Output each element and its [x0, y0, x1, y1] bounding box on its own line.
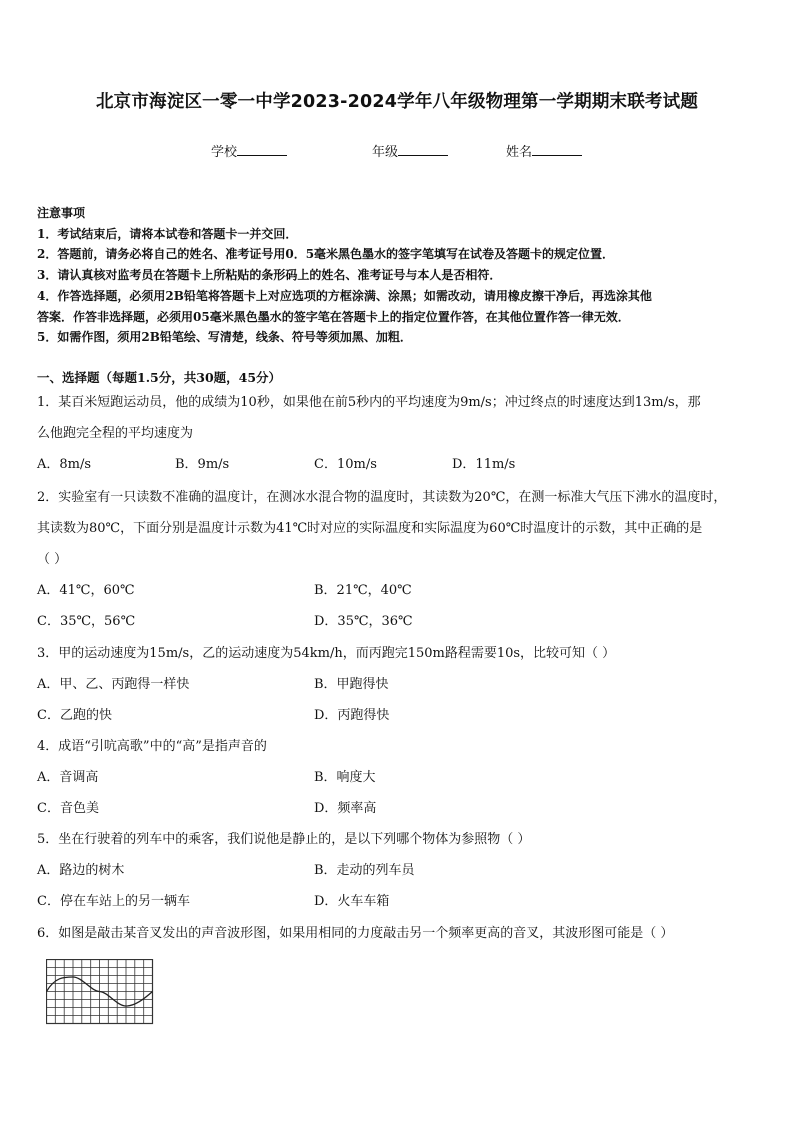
question-stem: 5．坐在行驶着的列车中的乘客，我们说他是静止的，是以下列哪个物体为参照物（ ）	[37, 832, 531, 847]
exam-title: 北京市海淀区一零一中学2023-2024学年八年级物理第一学期期末联考试题	[95, 92, 699, 112]
question-stem: 其读数为80℃，下面分别是温度计示数为41℃时对应的实际温度和实际温度为60℃时温度计的示数，其中正确的是	[37, 521, 703, 536]
option-b[interactable]: B．21℃，40℃	[314, 583, 412, 598]
option-a[interactable]: A．路边的树木	[37, 863, 125, 878]
options-row	[37, 449, 759, 480]
option-a[interactable]: A．8m/s	[37, 457, 92, 472]
waveform-figure	[46, 959, 154, 1025]
notes-block	[37, 203, 759, 348]
notes-item: 4．作答选择题，必须用2B铅笔将答题卡上对应选项的方框涂满、涂黑；如需改动，请用橡皮擦干净后，再选涂其他	[37, 288, 652, 303]
options-row	[37, 606, 759, 637]
options-row	[37, 669, 759, 700]
options-row	[37, 575, 759, 606]
question-stem: 3．甲的运动速度为15m/s，乙的运动速度为54km/h，而丙跑完150m路程需要10s，比较可知（ ）	[37, 646, 616, 661]
grade-blank[interactable]	[398, 143, 448, 156]
option-d[interactable]: D．丙跑得快	[314, 708, 390, 723]
option-d[interactable]: D．频率高	[314, 801, 377, 816]
option-c[interactable]: C．音色美	[37, 801, 99, 816]
question-2	[37, 482, 759, 637]
question-stem: 2．实验室有一只读数不准确的温度计，在测冰水混合物的温度时，其读数为20℃，在测一标准大气压下沸水的温度时，	[37, 490, 727, 505]
notes-item: 2．答题前，请务必将自己的姓名、准考证号用0．5毫米黑色墨水的签字笔填写在试卷及答题卡的规定位置．	[37, 247, 615, 262]
option-b[interactable]: B．响度大	[314, 770, 376, 785]
section-title: 一、选择题（每题1.5分，共30题，45分）	[37, 370, 282, 385]
option-c[interactable]: C．乙跑的快	[37, 708, 112, 723]
option-b[interactable]: B．9m/s	[175, 457, 230, 472]
option-a[interactable]: A．音调高	[37, 770, 99, 785]
notes-item: 答案．作答非选择题，必须用05毫米黑色墨水的签字笔在答题卡上的指定位置作答，在其他位置作答一律无效．	[37, 309, 630, 324]
option-c[interactable]: C．10m/s	[314, 457, 377, 472]
question-3	[37, 638, 759, 731]
question-stem: 4．成语“引吭高歌”中的“高”是指声音的	[37, 739, 267, 754]
notes-heading: 注意事项	[37, 206, 86, 220]
question-stem: 么他跑完全程的平均速度为	[37, 426, 194, 441]
school-label: 学校	[211, 145, 238, 160]
option-b[interactable]: B．走动的列车员	[314, 863, 415, 878]
question-4	[37, 731, 759, 824]
name-label: 姓名	[506, 145, 533, 160]
option-c[interactable]: C．35℃，56℃	[37, 614, 136, 629]
option-c[interactable]: C．停在车站上的另一辆车	[37, 894, 190, 909]
option-d[interactable]: D．35℃，36℃	[314, 614, 413, 629]
option-b[interactable]: B．甲跑得快	[314, 677, 389, 692]
question-5	[37, 824, 759, 917]
grade-field	[372, 141, 448, 160]
options-row	[37, 762, 759, 793]
name-blank[interactable]	[532, 143, 582, 156]
option-d[interactable]: D．11m/s	[452, 457, 516, 472]
options-row	[37, 886, 759, 917]
notes-item: 1．考试结束后，请将本试卷和答题卡一并交回．	[37, 226, 298, 241]
grade-label: 年级	[372, 145, 399, 160]
name-field	[506, 141, 582, 160]
school-blank[interactable]	[237, 143, 287, 156]
question-stem: 1．某百米短跑运动员，他的成绩为10秒，如果他在前5秒内的平均速度为9m/s；冲过终点的时速度达到13m/s，那	[37, 395, 701, 410]
option-d[interactable]: D．火车车箱	[314, 894, 390, 909]
question-6	[37, 918, 759, 949]
question-stem: 6．如图是敲击某音叉发出的声音波形图，如果用相同的力度敲击另一个频率更高的音叉，其波形图可能是（ ）	[37, 926, 674, 941]
notes-item: 5．如需作图，须用2B铅笔绘、写清楚，线条、符号等须加黑、加粗．	[37, 330, 412, 345]
options-row	[37, 700, 759, 731]
options-row	[37, 855, 759, 886]
option-a[interactable]: A．41℃，60℃	[37, 583, 135, 598]
options-row	[37, 793, 759, 824]
notes-item: 3．请认真核对监考员在答题卡上所粘贴的条形码上的姓名、准考证号与本人是否相符．	[37, 268, 502, 283]
question-stem: （ ）	[37, 552, 68, 567]
school-field	[211, 141, 287, 160]
option-a[interactable]: A．甲、乙、丙跑得一样快	[37, 677, 190, 692]
question-1	[37, 387, 759, 480]
